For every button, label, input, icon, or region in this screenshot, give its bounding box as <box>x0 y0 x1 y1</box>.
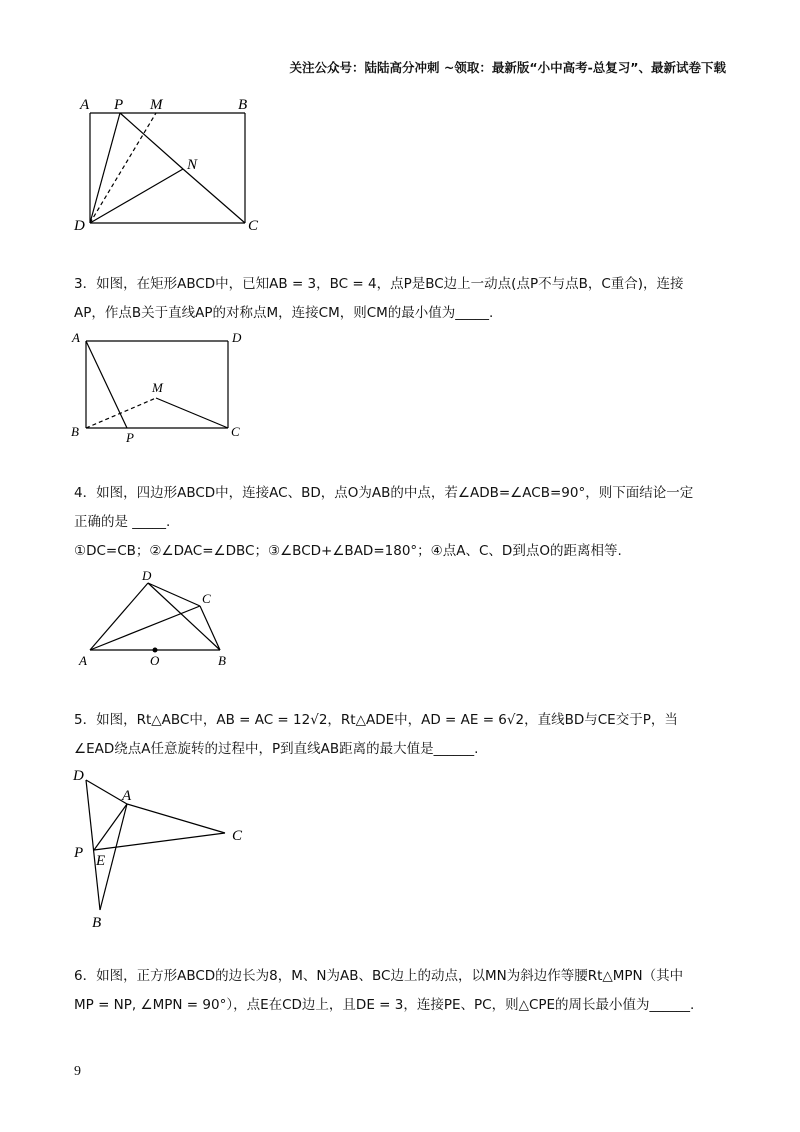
question-3 <box>74 270 734 328</box>
q3-label-a: A <box>72 330 80 345</box>
q4-label-d: D <box>142 568 152 583</box>
q6-line1: 6．如图，正方形ABCD的边长为8，M、N为AB、BC边上的动点，以MN为斜边作等腰Rt△MPN（其中 <box>74 968 684 984</box>
q4-line2: 正确的是 _____. <box>74 514 171 530</box>
figure-q4-quadrilateral <box>76 568 256 668</box>
q5-line1: 5．如图，Rt△ABC中，AB = AC = 12√2，Rt△ADE中，AD = AE = 6√2，直线BD与CE交于P，当 <box>74 712 678 728</box>
question-4 <box>74 479 734 566</box>
q5-label-c: C <box>232 828 243 844</box>
q5-label-e: E <box>96 853 106 869</box>
q3-line2: AP，作点B关于直线AP的对称点M，连接CM，则CM的最小值为_____. <box>74 305 494 321</box>
fig1-label-b: B <box>238 97 248 113</box>
fig1-label-a: A <box>80 97 90 113</box>
fig1-label-d: D <box>74 218 85 234</box>
question-6 <box>74 962 734 1020</box>
q3-label-d: D <box>232 330 242 345</box>
question-5 <box>74 706 734 764</box>
q5-label-a: A <box>122 788 132 804</box>
page-number: 9 <box>74 1064 81 1079</box>
q4-label-o: O <box>150 653 160 668</box>
q5-label-p: P <box>74 845 84 861</box>
q3-label-c: C <box>231 424 240 439</box>
figure-rectangle-apmbnc <box>70 92 270 237</box>
page-header: 关注公众号：陆陆高分冲刺 ~领取：最新版“小中高考-总复习”、最新试卷下载 <box>289 60 726 75</box>
q3-label-b: B <box>71 424 79 439</box>
q3-line1: 3．如图，在矩形ABCD中，已知AB = 3，BC = 4，点P是BC边上一动点(点P不与点B，C重合)，连接 <box>74 276 684 292</box>
figure-q3-rectangle <box>68 328 258 448</box>
q4-point-o <box>153 648 158 653</box>
q3-label-m: M <box>152 380 163 395</box>
q5-line2: ∠EAD绕点A任意旋转的过程中，P到直线AB距离的最大值是______. <box>74 741 479 757</box>
q4-line3: ①DC=CB；②∠DAC=∠DBC；③∠BCD+∠BAD=180°；④点A、C、D到点O的距离相等. <box>74 543 622 559</box>
fig1-label-c: C <box>248 218 259 234</box>
q4-label-b: B <box>218 653 226 668</box>
q5-label-b: B <box>92 915 102 931</box>
fig1-label-p: P <box>114 97 124 113</box>
q3-label-p: P <box>126 430 134 445</box>
q6-line2: MP = NP, ∠MPN = 90°），点E在CD边上，且DE = 3，连接PE、PC，则△CPE的周长最小值为______. <box>74 997 695 1013</box>
q4-label-c: C <box>202 591 211 606</box>
q4-line1: 4．如图，四边形ABCD中，连接AC、BD，点O为AB的中点，若∠ADB=∠ACB=90°，则下面结论一定 <box>74 485 694 501</box>
fig1-label-n: N <box>187 157 198 173</box>
q4-label-a: A <box>79 653 87 668</box>
q5-label-d: D <box>73 768 84 784</box>
figure-q5-triangles <box>70 762 260 937</box>
fig1-label-m: M <box>150 97 163 113</box>
